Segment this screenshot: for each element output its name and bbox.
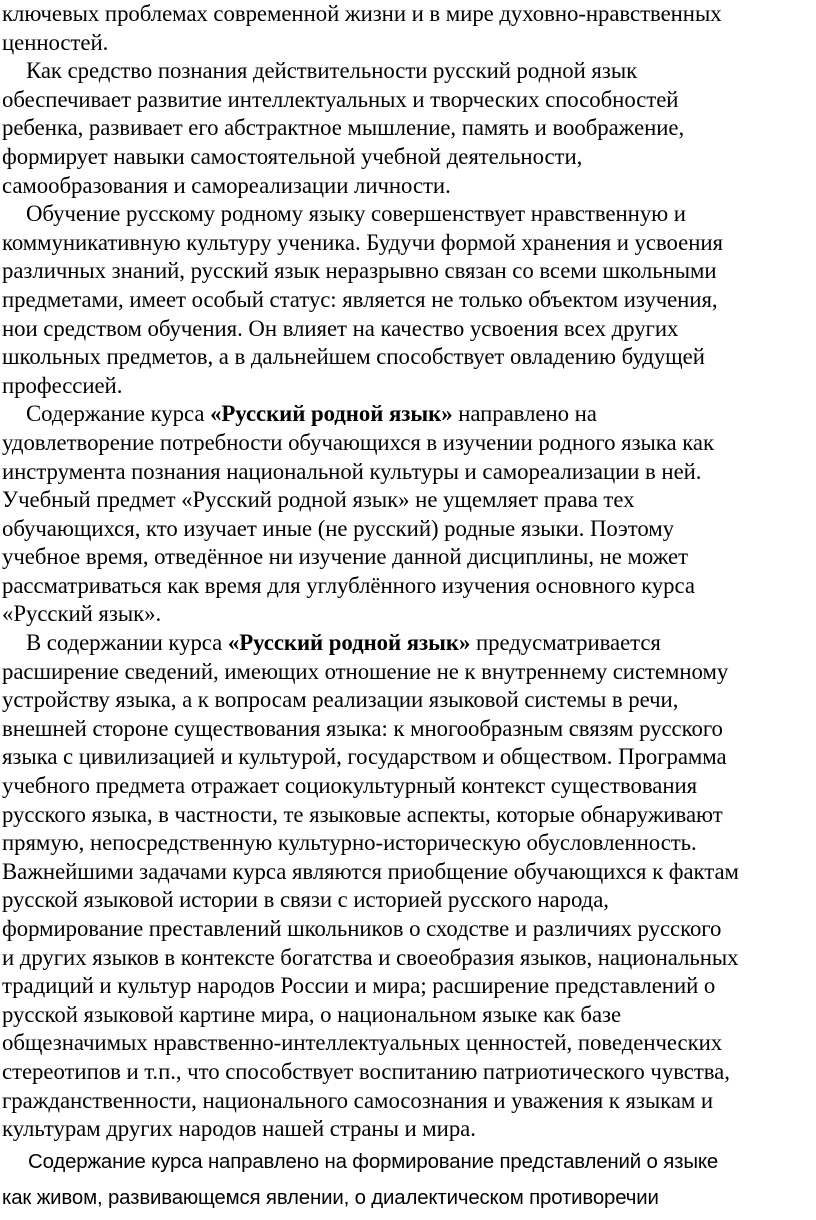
text-line: общезначимых нравственно-интеллектуальных ценностей, поведенческих [2,1030,723,1056]
text-line: ценностей. [2,29,109,55]
text-line: Как средство познания действительности русский родной язык [26,58,638,84]
text-line: «Русский язык». [2,601,162,627]
text-line: расширение сведений, имеющих отношение не к внутреннему системному [2,658,729,684]
text-line: как живом, развивающемся явлении, о диалектическом противоречии [2,1187,659,1209]
text-line: рассматриваться как время для углублённого изучения основного курса [2,572,695,598]
text-line: гражданственности, национального самосознания и уважения к языкам и [2,1087,714,1113]
text-line: стереотипов и т.п., что способствует воспитанию патриотического чувства, [2,1058,730,1084]
text-run: В содержании курса [26,630,228,656]
text-run: Содержание курса [26,401,211,427]
text-line: учебное время, отведённое ни изучение данной дисциплины, не может [2,544,688,570]
text-line: обеспечивает развитие интеллектуальных и творческих способностей [2,86,679,112]
text-line: традиций и культур народов России и мира; расширение представлений о [2,973,716,999]
text-line [2,400,814,429]
text-line: удовлетворение потребности обучающихся в изучении родного языка как [2,429,714,455]
text-line: различных знаний, русский язык неразрывно связан со всеми школьными [2,258,717,284]
text-line: русского языка, в частности, те языковые аспекты, которые обнаруживают [2,801,723,827]
course-title-bold: «Русский родной язык» [227,630,471,656]
text-line: обучающихся, кто изучает иные (не русский) родные языки. Поэтому [2,515,675,541]
text-line: и других языков в контексте богатства и своеобразия языков, национальных [2,944,739,970]
text-line: ребенка, развивает его абстрактное мышление, память и воображение, [2,115,685,141]
text-line: внешней стороне существования языка: к многообразным связям русского [2,715,723,741]
text-line: нои средством обучения. Он влияет на качество усвоения всех других [2,315,679,341]
text-line: формирует навыки самостоятельной учебной деятельности, [2,143,583,169]
paragraph-cognition [2,57,814,200]
paragraph-course-scope [2,629,814,1144]
text-line: учебного предмета отражает социокультурный контекст существования [2,773,698,799]
text-line [2,629,814,658]
text-line: формирование преставлений школьников о сходстве и различиях русского [2,916,722,941]
text-line: устройству языка, а к вопросам реализации языковой системы в речи, [2,687,679,713]
paragraph-course-content [2,400,814,629]
paragraph-moral-culture [2,200,814,400]
text-line: Обучение русскому родному языку совершенствует нравственную и [26,201,686,227]
paragraph-language-living [2,1144,814,1216]
text-line: самообразования и самореализации личности. [2,172,451,198]
text-line: русской языковой картине мира, о национальном языке как базе [2,1001,622,1027]
course-title-bold: «Русский родной язык» [210,401,453,427]
text-line: Важнейшими задачами курса являются приобщение обучающихся к фактам [2,858,739,884]
text-line: Учебный предмет «Русский родной язык» не ущемляет права тех [2,487,635,513]
text-run: направлено на [452,401,597,427]
text-line: инструмента познания национальной культуры и самореализации в ней. [2,458,702,484]
text-line: русской языковой истории в связи с историей русского народа, [2,887,609,913]
paragraph-intro-tail [2,0,814,57]
text-line: предметами, имеет особый статус: является не только объектом изучения, [2,286,718,312]
text-line: коммуникативную культуру ученика. Будучи формой хранения и усвоения [2,229,723,255]
text-run: предусматривается [470,630,661,656]
text-line: школьных предметов, а в дальнейшем способствует овладению будущей [2,344,705,370]
text-line: языка с цивилизацией и культурой, государством и обществом. Программа [2,744,727,770]
text-line: профессией. [2,372,123,398]
document-page [2,0,814,1144]
text-line: культурам других народов нашей страны и мира. [2,1116,476,1142]
text-line: прямую, непосредственную культурно-историческую обусловленность. [2,830,697,856]
text-line: Содержание курса направлено на формирование представлений о языке [28,1151,719,1173]
text-line: ключевых проблемах современной жизни и в мире духовно-нравственных [2,1,722,26]
